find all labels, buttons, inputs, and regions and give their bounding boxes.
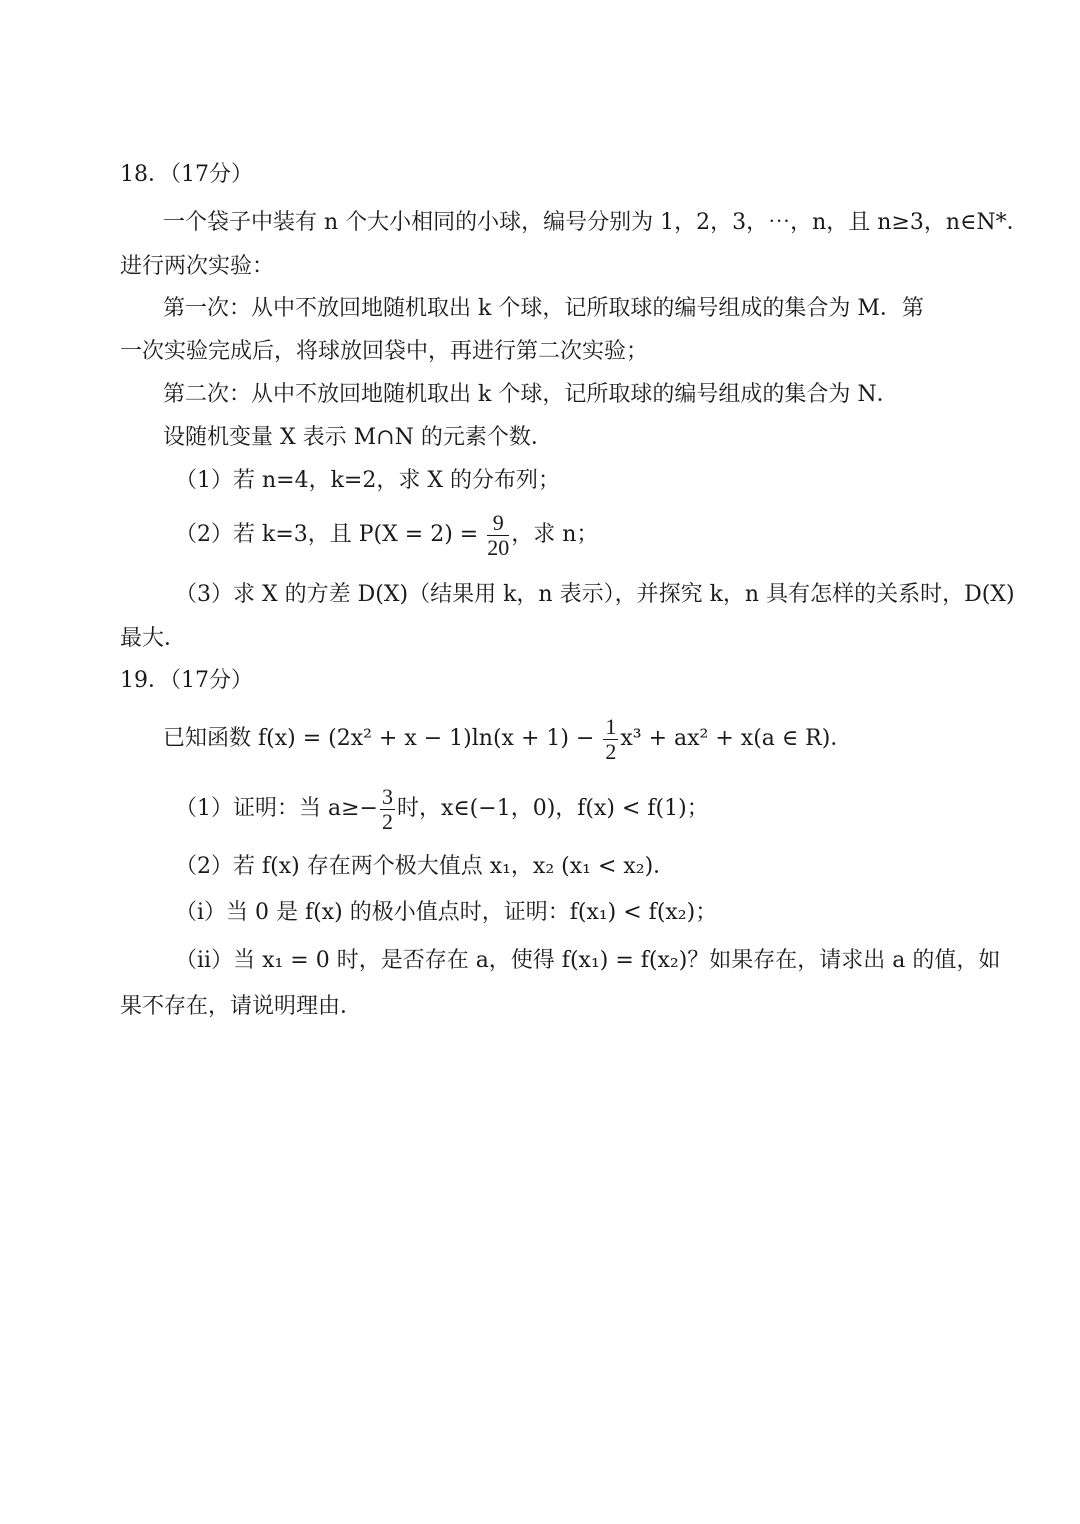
fraction-denominator: 2 bbox=[605, 738, 617, 764]
q18-first-trial: 第一次：从中不放回地随机取出 k 个球，记所取球的编号组成的集合为 M．第 bbox=[163, 296, 924, 321]
q19-sub1 bbox=[175, 782, 709, 836]
q19-function bbox=[163, 712, 852, 766]
q18-sub2-post: ，求 n； bbox=[511, 522, 599, 547]
q18-first-trial-cont: 一次实验完成后，将球放回袋中，再进行第二次实验； bbox=[120, 339, 649, 364]
q19-sub2: （2）若 f(x) 存在两个极大值点 x₁，x₂ (x₁ < x₂)． bbox=[175, 854, 676, 879]
q19-sub2-ii: （ii）当 x₁ = 0 时，是否存在 a，使得 f(x₁) = f(x₂)？如果存在，请求出 a 的值，如 bbox=[175, 948, 1001, 973]
q18-random-variable: 设随机变量 X 表示 M∩N 的元素个数． bbox=[163, 425, 553, 450]
q18-sub2-pre: （2）若 k=3，且 P(X = 2) = bbox=[175, 522, 486, 547]
q19-sub2-ii-cont: 果不存在，请说明理由． bbox=[120, 994, 363, 1019]
q19-function-post: x³ + ax² + x(a ∈ R)． bbox=[620, 726, 853, 751]
q19-sub2-i: （i）当 0 是 f(x) 的极小值点时，证明：f(x₁) < f(x₂)； bbox=[175, 900, 718, 925]
fraction-denominator: 2 bbox=[381, 808, 393, 834]
q18-sub2 bbox=[175, 508, 598, 562]
q18-sub3-cont: 最大． bbox=[120, 626, 187, 651]
fraction-numerator: 9 bbox=[487, 511, 509, 536]
q18-sub3: （3）求 X 的方差 D(X)（结果用 k，n 表示），并探究 k，n 具有怎样的关系时，D(X) bbox=[175, 582, 1015, 607]
q18-sub2-fraction bbox=[487, 511, 509, 560]
q18-sub1: （1）若 n=4，k=2，求 X 的分布列； bbox=[175, 468, 561, 493]
q18-intro: 一个袋子中装有 n 个大小相同的小球，编号分别为 1，2，3，⋯，n，且 n≥3，n∈N*． bbox=[163, 210, 1029, 235]
fraction-numerator: 3 bbox=[381, 783, 393, 809]
q19-header: 19．（17分） bbox=[120, 668, 253, 693]
q19-function-pre: 已知函数 f(x) = (2x² + x − 1)ln(x + 1) − bbox=[163, 726, 602, 751]
fraction-denominator: 20 bbox=[487, 534, 510, 560]
q19-sub1-fraction bbox=[380, 785, 395, 834]
q18-intro-cont: 进行两次实验： bbox=[120, 254, 275, 279]
q18-second-trial: 第二次：从中不放回地随机取出 k 个球，记所取球的编号组成的集合为 N． bbox=[163, 382, 899, 407]
q19-function-fraction bbox=[603, 715, 618, 764]
fraction-numerator: 1 bbox=[605, 713, 617, 739]
q19-sub1-pre: （1）证明：当 a≥− bbox=[175, 796, 378, 821]
q18-header: 18．（17分） bbox=[120, 162, 253, 187]
q19-sub1-post: 时，x∈(−1，0)，f(x) < f(1)； bbox=[396, 796, 709, 821]
